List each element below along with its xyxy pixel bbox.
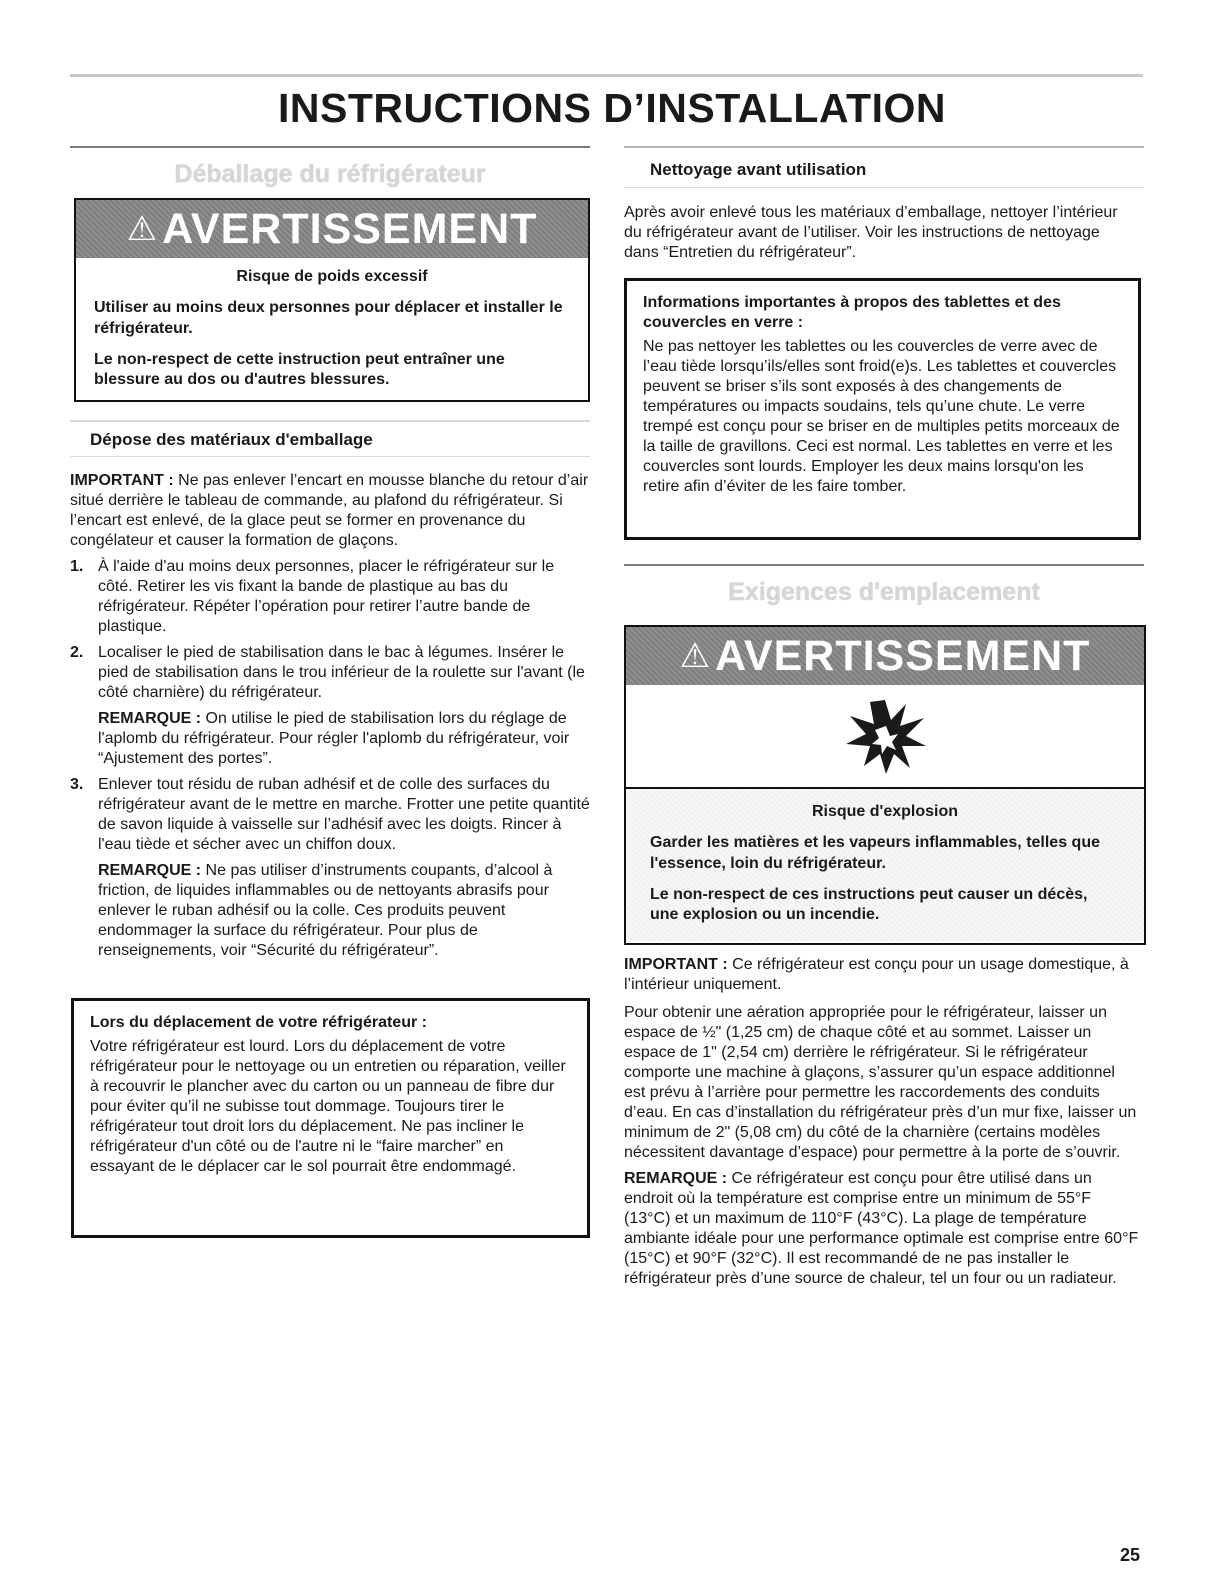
- packing-removal-content: [70, 471, 590, 961]
- step-text: Enlever tout résidu de ruban adhésif et de colle des surfaces du réfrigérateur avant de le mettre en marche. Frotter une petite quantité de savon liquide à vaisselle sur l’adhésif avec les doigts. Rincer à l'eau tiède et sécher avec un chiffon doux.: [98, 776, 590, 853]
- warning-risk-title: Risque d'explosion: [811, 803, 959, 820]
- glass-info-box: [624, 278, 1141, 540]
- important-paragraph: [70, 471, 590, 551]
- note-text: Ce réfrigérateur est conçu pour être utilisé dans un endroit où la température est comprise entre un minimum de 55°F (13°C) et un maximum de 110°F (43°C). La plage de température ambiante idéale pour une performance optimale est comprise entre 60°F (15°C) et 90°F (32°C). Il est recommandé de ne pas installer le réfrigérateur près d’une source de chaleur, tel un four ou un radiateur.: [624, 1170, 1139, 1287]
- important-text: Ne pas enlever l’encart en mousse blanche du retour d’air situé derrière le tableau de commande, au plafond du réfrigérateur. Si l’encart est enlevé, de la glace peut se former en provenance du congélateur et causer la formation de glaçons.: [70, 472, 589, 549]
- warning-line-1: Utiliser au moins deux personnes pour déplacer et installer le réfrigérateur.: [94, 299, 563, 337]
- location-important-paragraph: [624, 955, 1140, 995]
- right-section-rule: [624, 564, 1144, 566]
- packing-removal-heading: Dépose des matériaux d'emballage: [90, 430, 373, 449]
- cleaning-text: Après avoir enlevé tous les matériaux d’emballage, nettoyer l’intérieur du réfrigérateur avant de l’utiliser. Voir les instructions de nettoyage dans “Entretien du réfrigérateur”.: [624, 204, 1118, 261]
- step-item: [70, 643, 590, 769]
- explosion-warning-box: [624, 625, 1146, 945]
- explosion-icon: [840, 696, 930, 776]
- right-top-rule: [624, 146, 1144, 148]
- warning-triangle-icon: ⚠: [126, 210, 159, 248]
- step-number: 1.: [70, 558, 84, 575]
- important-label: IMPORTANT :: [70, 472, 174, 489]
- note-text: Ne pas utiliser d’instruments coupants, d’alcool à friction, de liquides inflammables ou de nettoyants abrasifs pour enlever le ruban adhésif ou la colle. Ces produits peuvent endommager la surface du réfrigérateur. Pour plus de renseignements, voir “Sécurité du réfrigérateur”.: [98, 862, 553, 959]
- warning-line-2: Le non-respect de ces instructions peut causer un décès, une explosion ou un incendie.: [650, 885, 1088, 924]
- step-item: [70, 557, 590, 637]
- explosion-warning-body: [626, 789, 1144, 941]
- moving-info-box: [71, 998, 590, 1238]
- step-number: 3.: [70, 776, 84, 793]
- clearance-paragraph: Pour obtenir une aération appropriée pour le réfrigérateur, laisser un espace de ½" (1,25 cm) de chaque côté et au sommet. Laisser un espace de 1" (2,54 cm) derrière le réfrigérateur. Si le réfrigérateur comporte une machine à glaçons, s’assurer qu’un espace additionnel est prévu à l’arrière pour permettre les raccordements des conduits d’eau. En cas d’installation du réfrigérateur près d’un mur fixe, laisser un minimum de 2" (5,08 cm) du côté de la charnière (certains modèles nécessitent davantage d’espace) pour permettre à la porte de s’ouvrir.: [624, 1004, 1137, 1161]
- warning-banner-label: AVERTISSEMENT: [715, 631, 1091, 680]
- page-title: INSTRUCTIONS D’INSTALLATION: [278, 85, 946, 131]
- warning-line-2: Le non-respect de cette instruction peut entraîner une blessure au dos ou d'autres blessures.: [94, 350, 505, 389]
- cleaning-underline: [624, 187, 1144, 188]
- location-content: [624, 955, 1140, 1289]
- step-text: Localiser le pied de stabilisation dans le bac à légumes. Insérer le pied de stabilisation dans le trou inférieur de la roulette sur l'avant (le côté charnière) du réfrigérateur.: [98, 644, 585, 701]
- location-section-title: Exigences d'emplacement: [728, 578, 1040, 606]
- warning-banner: [626, 627, 1144, 685]
- warning-banner: [76, 200, 588, 258]
- top-rule: [70, 74, 1143, 77]
- step-text: À l'aide d'au moins deux personnes, placer le réfrigérateur sur le côté. Retirer les vis fixant la bande de plastique au bas du réfrigérateur. Répéter l’opération pour retirer l’autre bande de plastique.: [98, 558, 555, 635]
- step-number: 2.: [70, 644, 84, 661]
- step-note: [98, 709, 590, 769]
- explosion-icon-area: [626, 685, 1144, 789]
- important-text: Ce réfrigérateur est conçu pour un usage domestique, à l’intérieur uniquement.: [624, 956, 1129, 993]
- step-note: [98, 861, 590, 961]
- note-label: REMARQUE :: [98, 862, 202, 879]
- note-label: REMARQUE :: [624, 1170, 728, 1187]
- warning-banner-label: AVERTISSEMENT: [162, 204, 538, 253]
- left-section-rule: [70, 146, 590, 148]
- glass-box-text: Ne pas nettoyer les tablettes ou les couvercles de verre avec de l’eau tiède lorsqu’ils/elles sont froid(e)s. Les tablettes et couvercles peuvent se briser s’ils sont exposés à des changements de températures ou impacts soudains, tels qu’une chute. Le verre trempé est conçu pour se briser en de multiples petits morceaux de la taille de gravillons. Ceci est normal. Les tablettes en verre et les couvercles sont lourds. Employer les deux mains lorsqu'on les retire afin d’éviter de les faire tomber.: [643, 338, 1120, 495]
- subsection-underline: [70, 456, 590, 457]
- weight-warning-box: [74, 198, 590, 402]
- step-item: [70, 775, 590, 961]
- page-number: 25: [1120, 1545, 1141, 1565]
- unpacking-section-title: Déballage du réfrigérateur: [174, 160, 486, 188]
- moving-box-text: Votre réfrigérateur est lourd. Lors du déplacement de votre réfrigérateur pour le nettoyage ou un entretien ou réparation, veiller à recouvrir le plancher avec du carton ou un panneau de fibre dur pour éviter qu’il ne subisse tout dommage. Toujours tirer le réfrigérateur tout droit lors du déplacement. Ne pas incliner le réfrigérateur d'un côté ou de l'autre ni le “faire marcher” en essayant de le déplacer car le sol pourrait être endommagé.: [90, 1038, 566, 1175]
- warning-triangle-icon: ⚠: [679, 637, 712, 675]
- note-label: REMARQUE :: [98, 710, 202, 727]
- moving-box-title: Lors du déplacement de votre réfrigérateur :: [90, 1014, 427, 1031]
- glass-box-title: Informations importantes à propos des tablettes et des couvercles en verre :: [643, 294, 1061, 331]
- warning-line-1: Garder les matières et les vapeurs inflammables, telles que l'essence, loin du réfrigérateur.: [650, 834, 1100, 872]
- cleaning-heading: Nettoyage avant utilisation: [650, 160, 867, 179]
- temperature-note-paragraph: [624, 1169, 1140, 1289]
- note-text: On utilise le pied de stabilisation lors du réglage de l'aplomb du réfrigérateur. Pour régler l'aplomb du réfrigérateur, voir “Ajustement des portes”.: [98, 710, 570, 767]
- important-label: IMPORTANT :: [624, 956, 728, 973]
- subsection-rule: [70, 420, 590, 422]
- warning-risk-title: Risque de poids excessif: [236, 268, 428, 285]
